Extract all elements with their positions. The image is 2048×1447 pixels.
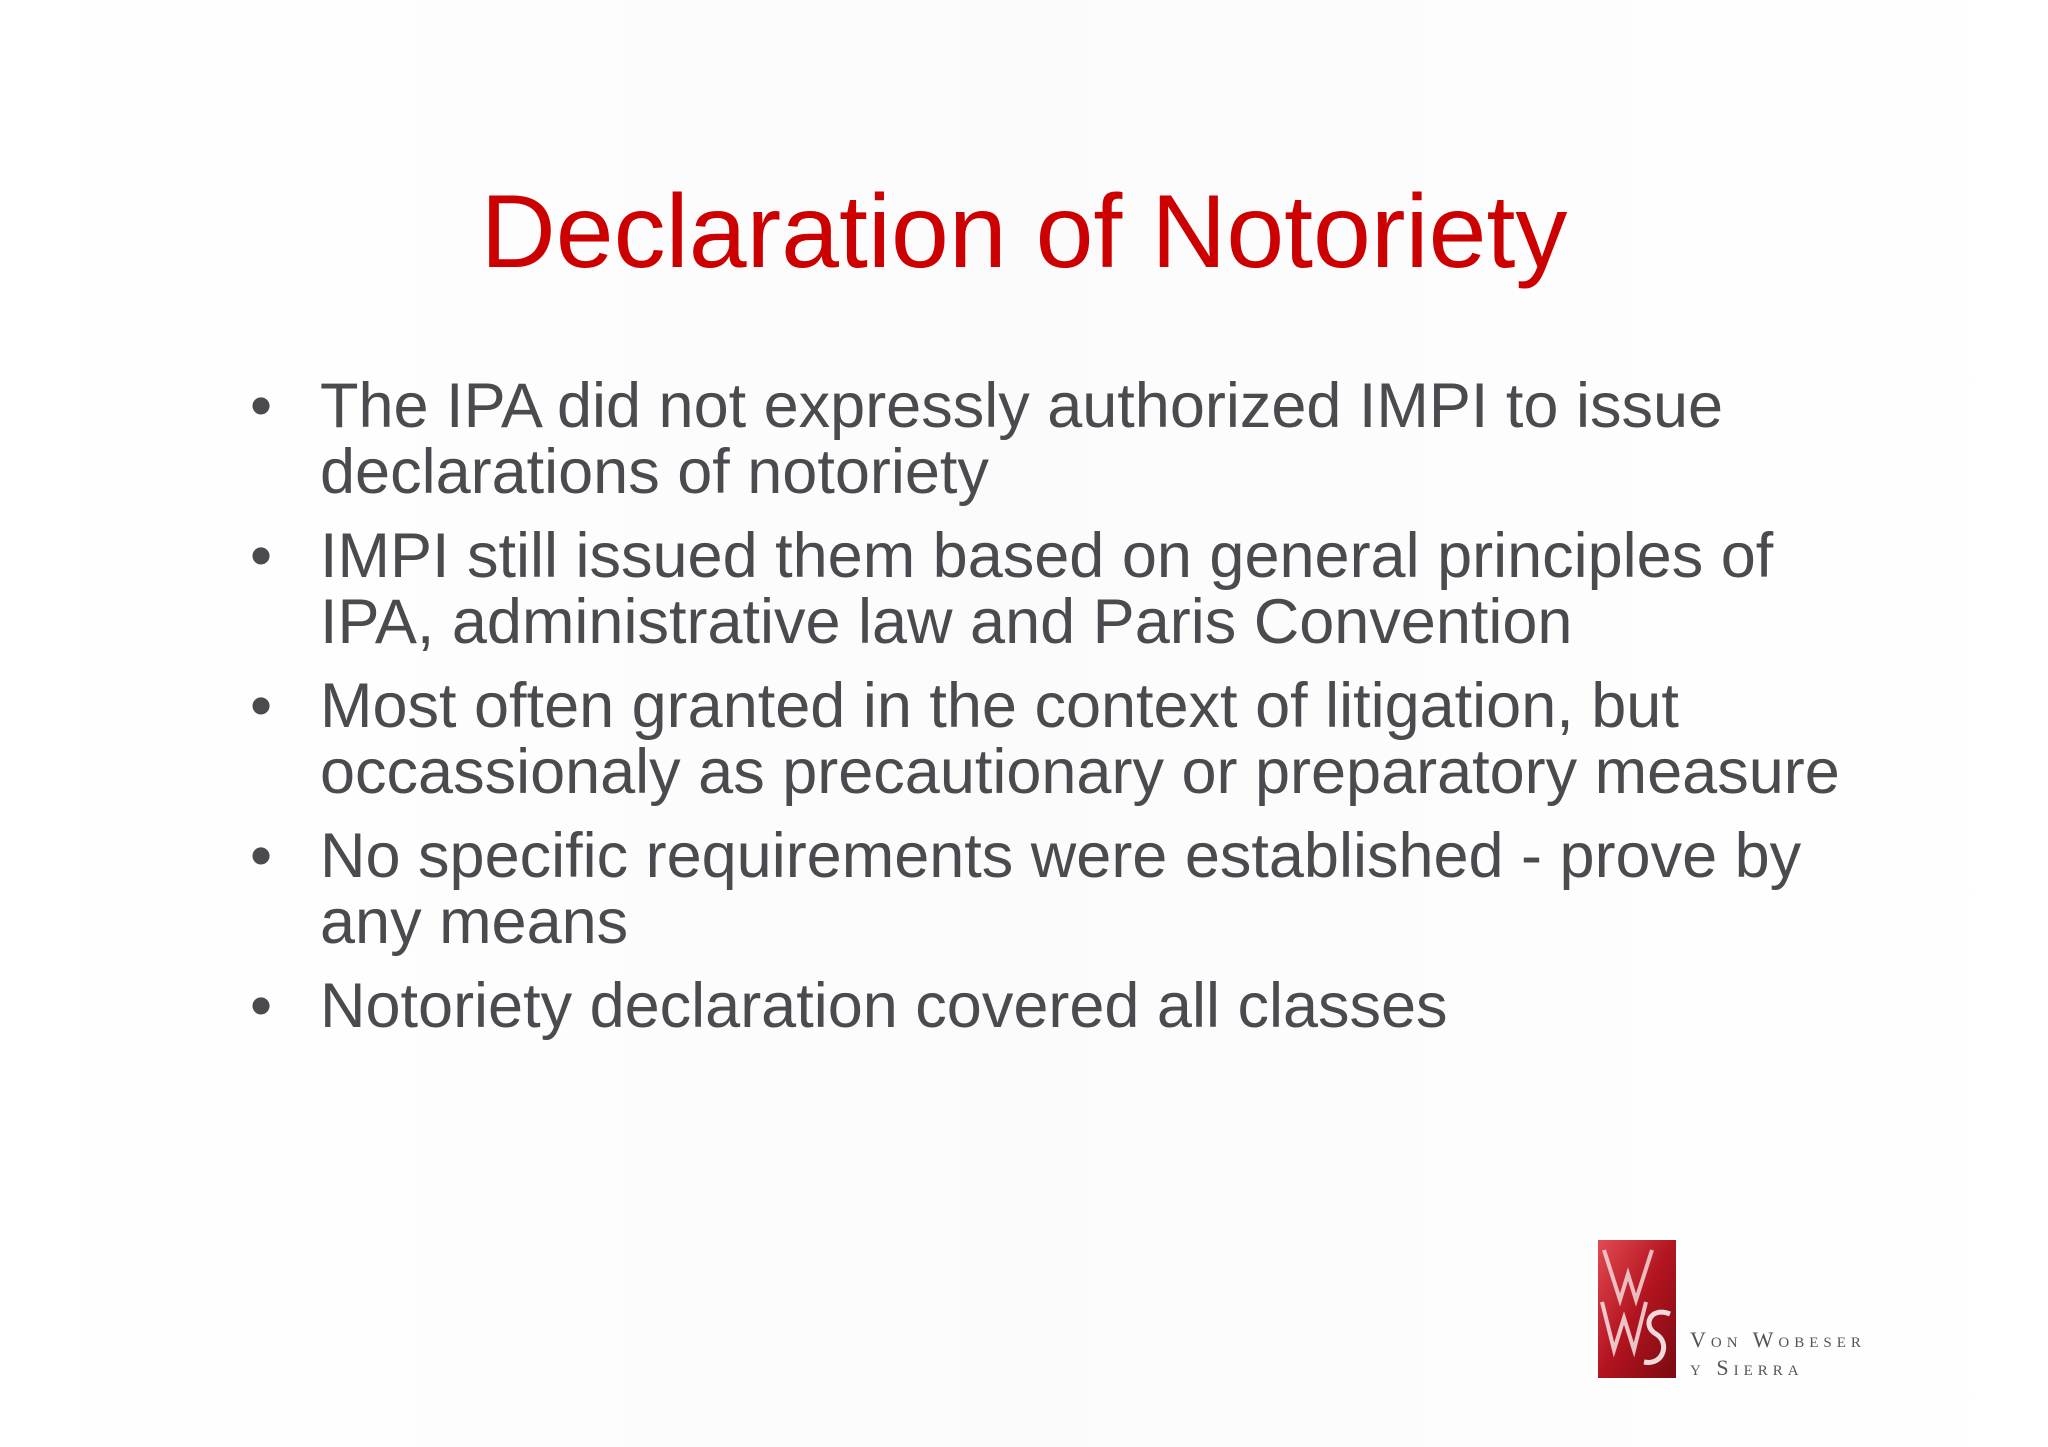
firm-name-line1: Von Wobeser — [1690, 1327, 1866, 1352]
slide-title: Declaration of Notoriety — [480, 174, 1568, 290]
firm-name — [1690, 1326, 1866, 1382]
bullet-list — [250, 373, 1850, 1057]
bullet-text: IMPI still issued them based on general principles of IPA, administrative law and Paris Convention — [320, 521, 1774, 657]
bullet-marker: • — [250, 371, 273, 441]
bullet-text: Notoriety declaration covered all classes — [320, 971, 1448, 1041]
bullet-text: The IPA did not expressly authorized IMPI to issue declarations of notoriety — [320, 371, 1724, 507]
bullet-item — [250, 823, 1850, 955]
bullet-item — [250, 523, 1850, 655]
bullet-marker: • — [250, 671, 273, 741]
firm-name-line2: y Sierra — [1690, 1355, 1804, 1380]
bullet-text: Most often granted in the context of litigation, but occassionaly as precautionary or preparatory measure — [320, 671, 1840, 807]
firm-logo — [1598, 1240, 1898, 1380]
bullet-item — [250, 973, 1850, 1039]
bullet-item — [250, 373, 1850, 505]
bullet-marker: • — [250, 521, 273, 591]
bullet-marker: • — [250, 821, 273, 891]
bullet-marker: • — [250, 971, 273, 1041]
bullet-text: No specific requirements were established - prove by any means — [320, 821, 1802, 957]
bullet-item — [250, 673, 1850, 805]
vws-monogram-icon — [1598, 1240, 1676, 1378]
